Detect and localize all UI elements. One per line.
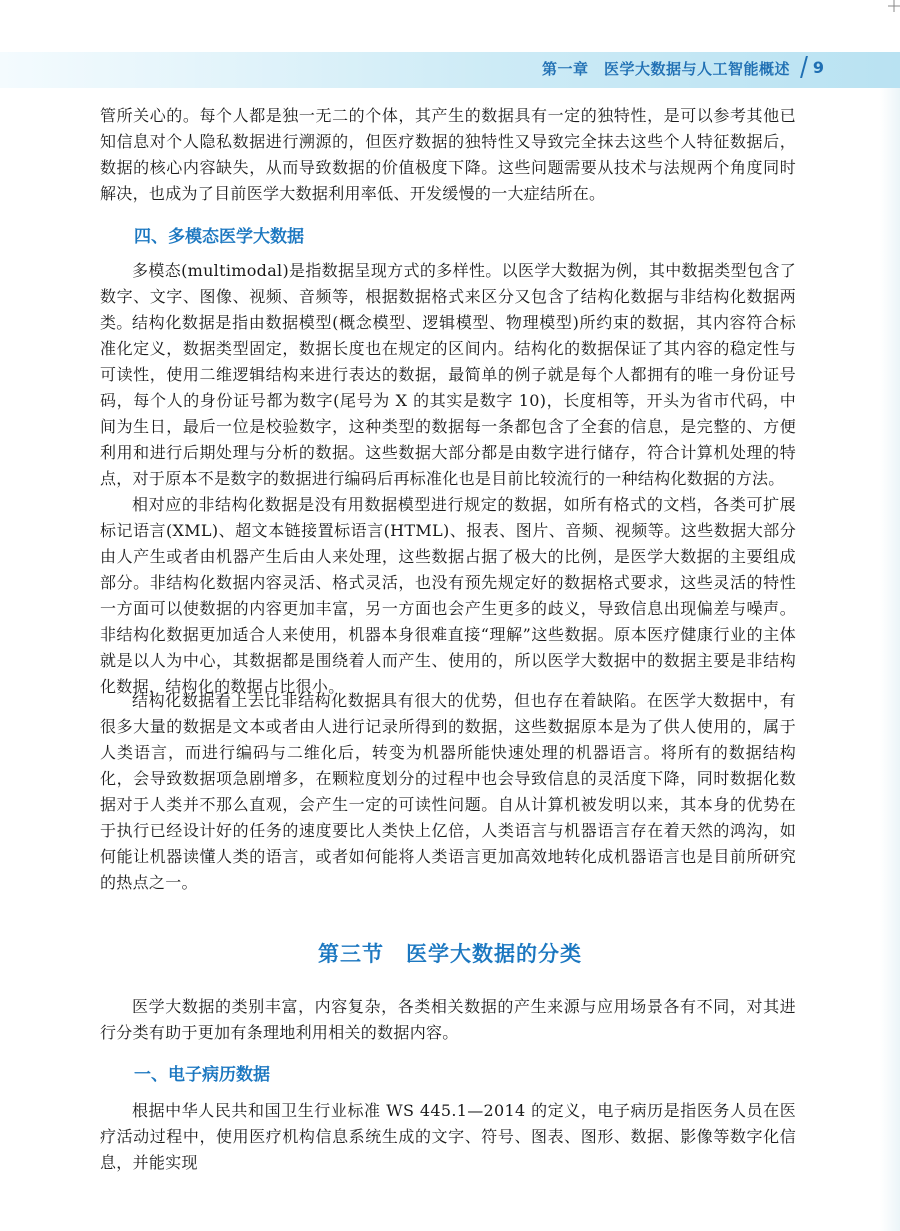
paragraph-emr-definition: 根据中华人民共和国卫生行业标准 WS 445.1—2014 的定义，电子病历是指医务人员在医疗活动过程中，使用医疗机构信息系统生成的文字、符号、图表、图形、数据、影像等数字化信息，并能实现 [100, 1101, 796, 1172]
section-title: 医学大数据的分类 [406, 942, 582, 966]
section-number: 第三节 [318, 942, 384, 966]
running-header-chapter-title: 第一章 医学大数据与人工智能概述 [541, 60, 790, 78]
subsection-heading-emr: 一、电子病历数据 [134, 1065, 270, 1085]
paragraph-structured-data: 结构化数据是指由数据模型(概念模型、逻辑模型、物理模型)所约束的数据，其内容符合标准化定义，数据类型固定，数据长度也在规定的区间内。结构化的数据保证了其内容的稳定性与可读性，使用二维逻辑结构来进行表达的数据，最简单的例子就是每个人都拥有的唯一身份证号码，每个人的身份证号都为数字(尾号为 X 的其实是数字 10)，长度相等，开头为省市代码，中间为生日，最后一位是校验数字，这种类型的数据每一条都包含了全套的信息，是完整的、方便利用和进行后期处理与分析的数据。这些数据大部分都是由数字进行储存，符合计算机处理的特点，对于原本不是数字的数据进行编码后再标准化也是目前比较流行的一种结构化数据的方法。 [100, 313, 796, 488]
paragraph-continuation: 管所关心的。每个人都是独一无二的个体，其产生的数据具有一定的独特性，是可以参考其他已知信息对个人隐私数据进行溯源的，但医疗数据的独特性又导致完全抹去这些个人特征数据后，数据的核心内容缺失，从而导致数据的价值极度下降。这些问题需要从技术与法规两个角度同时解决，也成为了目前医学大数据利用率低、开发缓慢的一大症结所在。 [100, 106, 796, 203]
crop-mark-icon [888, 0, 900, 12]
page-edge-shadow [880, 88, 900, 1231]
paragraph-unstructured-data: 相对应的非结构化数据是没有用数据模型进行规定的数据，如所有格式的文档，各类可扩展标记语言(XML)、超文本链接置标语言(HTML)、报表、图片、音频、视频等。这些数据大部分由人产生或者由机器产生后由人来处理，这些数据占据了极大的比例，是医学大数据的主要组成部分。非结构化数据内容灵活、格式灵活，也没有预先规定好的数据格式要求，这些灵活的特性一方面可以使数据的内容更加丰富，另一方面也会产生更多的歧义，导致信息出现偏差与噪声。非结构化数据更加适合人来使用，机器本身很难直接“理解”这些数据。原本医疗健康行业的主体就是以人为中心，其数据都是围绕着人而产生、使用的，所以医学大数据中的数据主要是非结构化数据，结构化的数据占比很小。 [100, 495, 796, 696]
paragraph-classification-intro: 医学大数据的类别丰富，内容复杂，各类相关数据的产生来源与应用场景各有不同，对其进行分类有助于更加有条理地利用相关的数据内容。 [100, 997, 796, 1042]
page-number: 9 [812, 58, 824, 77]
subsection-heading-multimodal: 四、多模态医学大数据 [134, 227, 304, 247]
section-heading [0, 938, 900, 968]
paragraph-multimodal-intro: 多模态(multimodal)是指数据呈现方式的多样性。以医学大数据为例，其中数据类型包含了数字、文字、图像、视频、音频等，根据数据格式来区分又包含了结构化数据与非结构化数据两类。 [100, 261, 796, 332]
paragraph-structured-drawbacks: 结构化数据看上去比非结构化数据具有很大的优势，但也存在着缺陷。在医学大数据中，有很多大量的数据是文本或者由人进行记录所得到的数据，这些数据原本是为了供人使用的，属于人类语言，而进行编码与二维化后，转变为机器所能快速处理的机器语言。将所有的数据结构化，会导致数据项急剧增多，在颗粒度划分的过程中也会导致信息的灵活度下降，同时数据化数据对于人类并不那么直观，会产生一定的可读性问题。自从计算机被发明以来，其本身的优势在于执行已经设计好的任务的速度要比人类快上亿倍，人类语言与机器语言存在着天然的鸿沟，如何能让机器读懂人类的语言，或者如何能将人类语言更加高效地转化成机器语言也是目前所研究的热点之一。 [100, 691, 796, 892]
